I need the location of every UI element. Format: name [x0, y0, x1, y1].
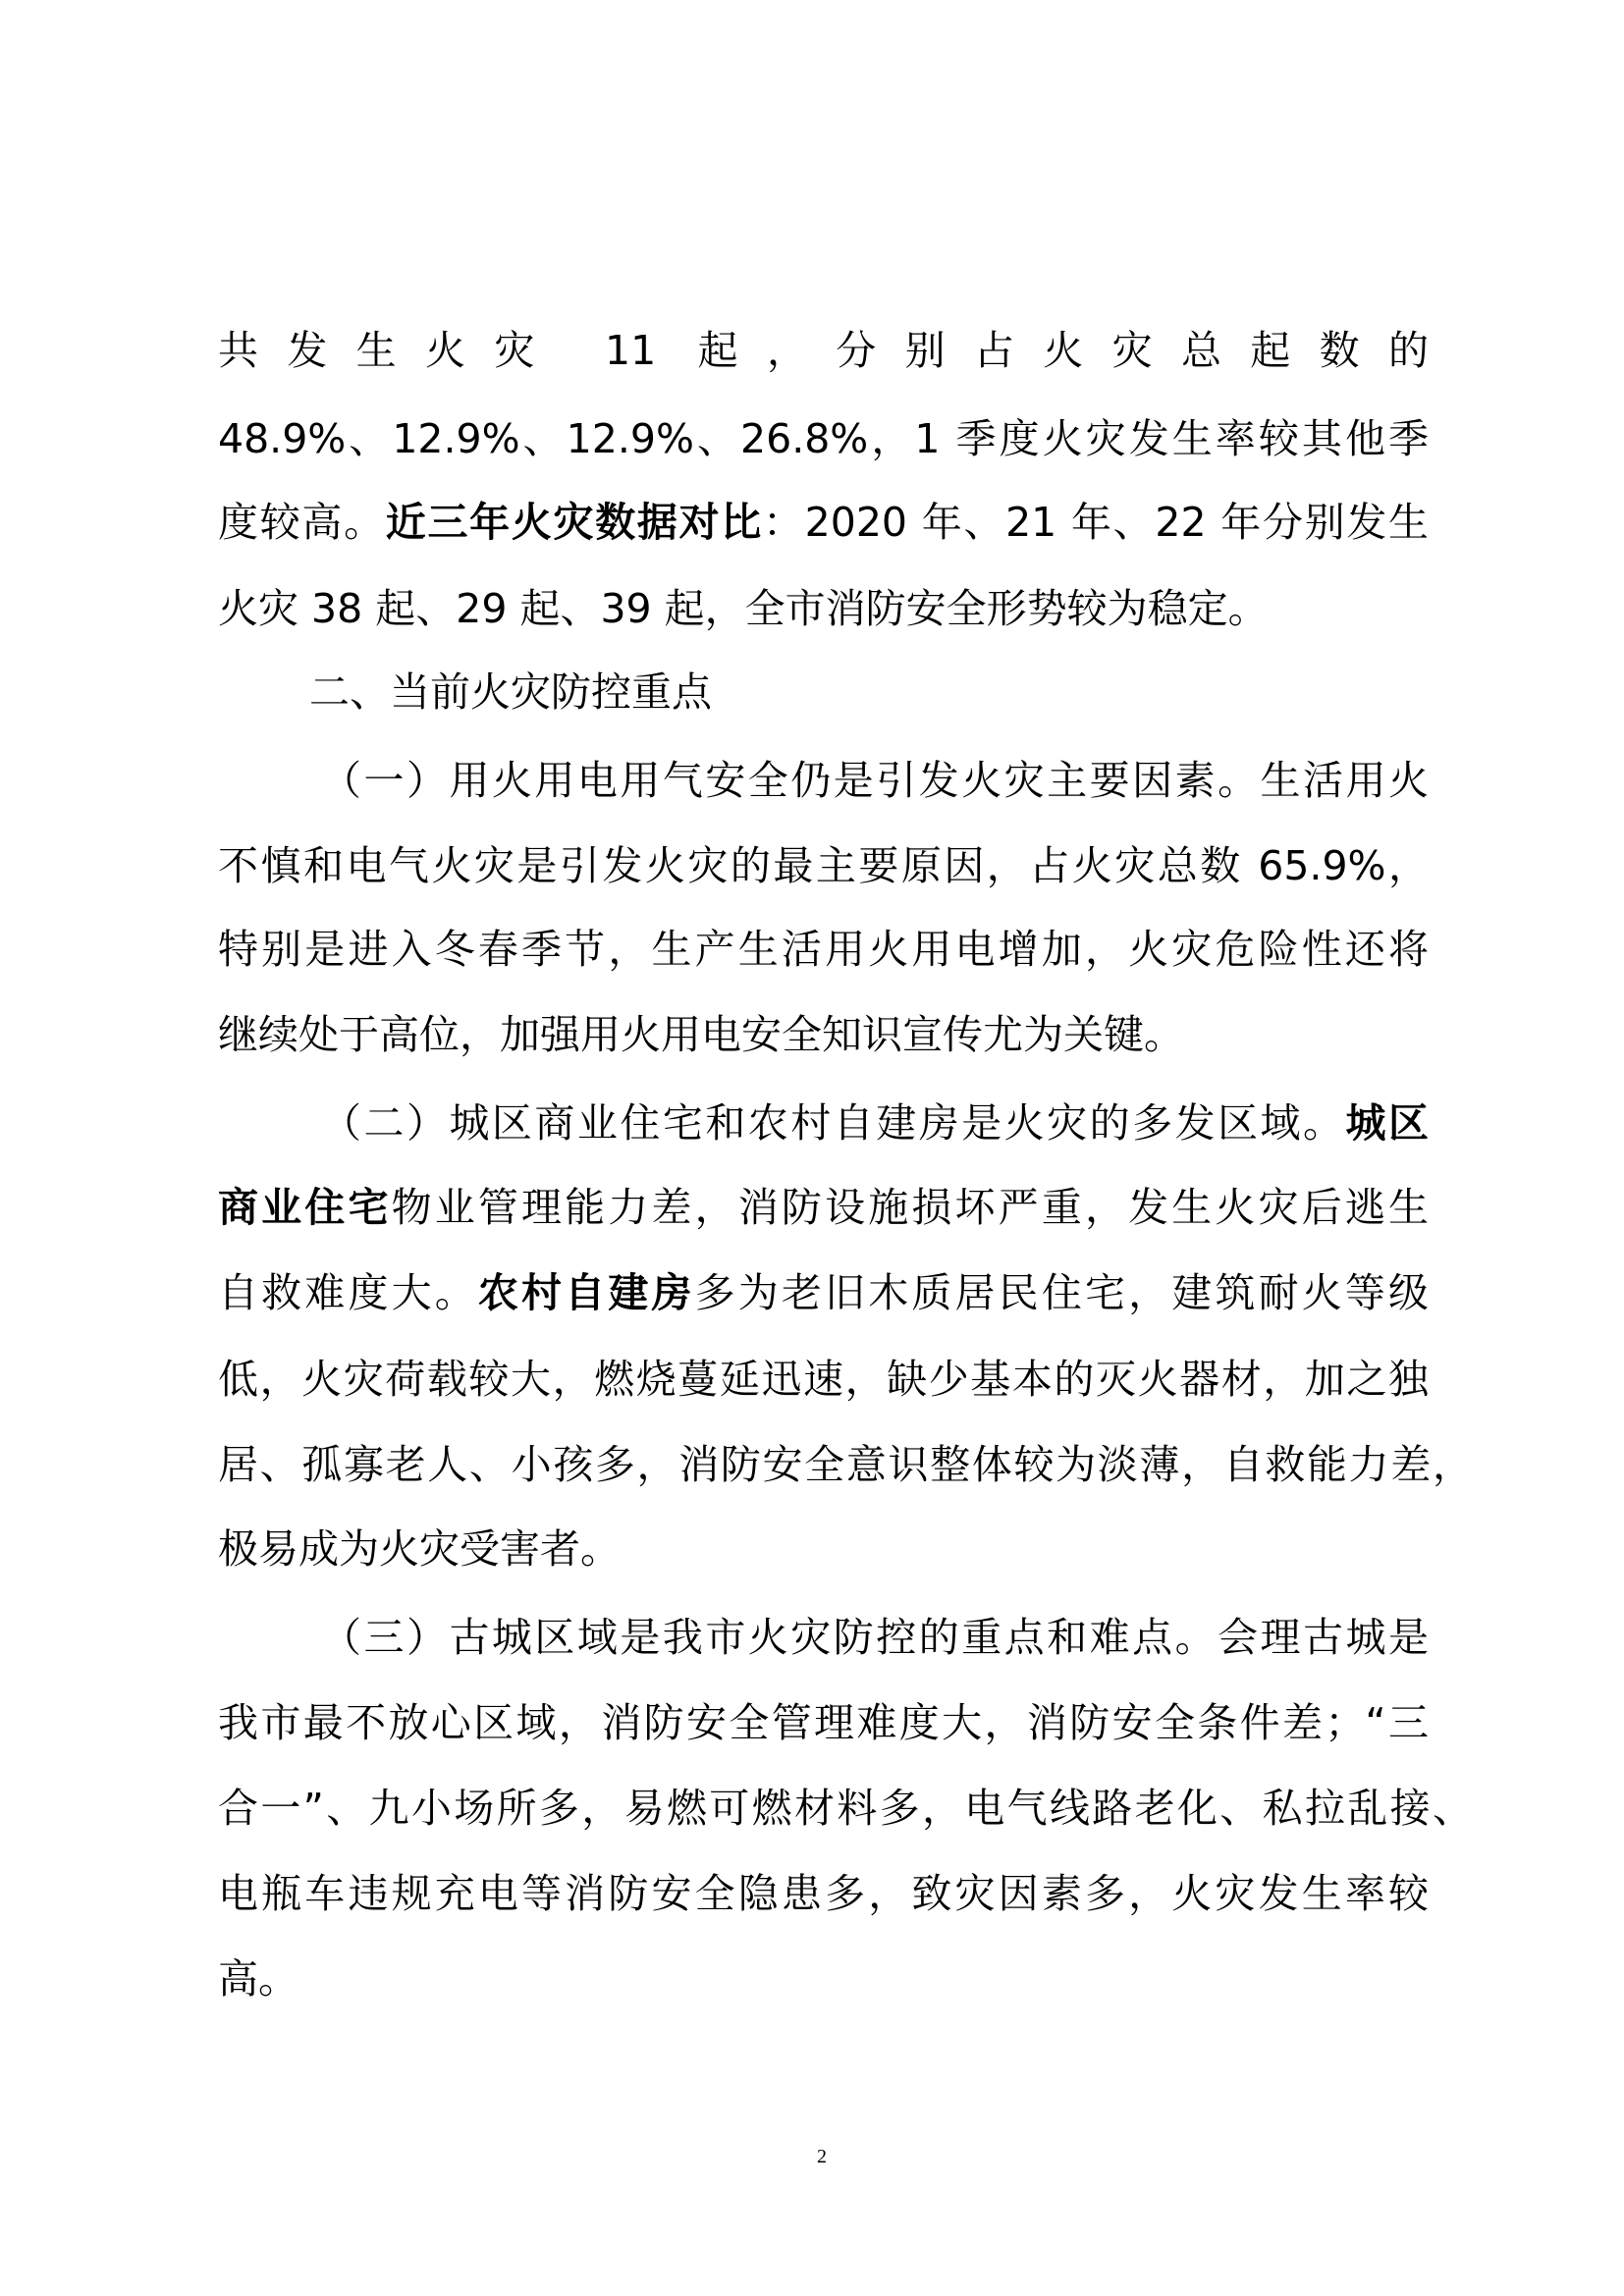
text-segment: 合一”、九小场所多，易燃可燃材料多，电气线路老化、私拉乱接、: [218, 1785, 1473, 1832]
text-segment: ：2020 年、21 年、22 年分别发生: [762, 499, 1430, 546]
text-segment: 特别是进入冬春季节，生产生活用火用电增加，火灾危险性还将: [218, 926, 1429, 973]
text-line: [218, 920, 1429, 979]
text-line: [218, 1263, 1429, 1322]
text-line: [218, 1693, 1429, 1752]
text-segment: 共发生火灾 11 起，分别占火灾总起数的: [218, 327, 1429, 374]
text-segment: 极易成为火灾受害者。: [218, 1525, 621, 1573]
text-segment: 多为老旧木质居民住宅，建筑耐火等级: [694, 1269, 1430, 1316]
text-line: [321, 1094, 1429, 1152]
text-segment: 48.9%、12.9%、12.9%、26.8%，1 季度火灾发生率较其他季: [218, 415, 1429, 462]
text-segment: 火灾 38 起、29 起、39 起，全市消防安全形势较为稳定。: [218, 585, 1269, 632]
text-line: [218, 1779, 1473, 1838]
text-segment: （二）城区商业住宅和农村自建房是火灾的多发区域。: [321, 1099, 1346, 1147]
bold-text-segment: 商业住宅: [218, 1184, 392, 1231]
text-segment: （三）古城区域是我市火灾防控的重点和难点。会理古城是: [321, 1614, 1429, 1661]
bold-text-segment: 农村自建房: [477, 1269, 695, 1316]
text-line: [218, 321, 1429, 380]
text-segment: （一）用火用电用气安全仍是引发火灾主要因素。生活用火: [321, 757, 1429, 804]
text-line: [218, 836, 1429, 895]
text-segment: 高。: [218, 1955, 298, 2002]
text-line: [218, 1178, 1429, 1237]
text-segment: 继续处于高位，加强用火用电安全知识宣传尤为关键。: [218, 1011, 1184, 1058]
text-line: [321, 751, 1429, 810]
text-segment: 电瓶车违规充电等消防安全隐患多，致灾因素多，火灾发生率较: [218, 1870, 1429, 1917]
text-line: [218, 1520, 621, 1578]
bold-text-segment: 近三年火灾数据对比: [385, 499, 763, 546]
page-number: 2: [817, 2146, 827, 2167]
text-segment: 二、当前火灾防控重点: [309, 668, 712, 716]
text-segment: 不慎和电气火灾是引发火灾的最主要原因，占火灾总数 65.9%，: [218, 842, 1429, 889]
text-segment: 度较高。: [218, 499, 386, 546]
bold-text-segment: 城区: [1345, 1099, 1430, 1147]
text-line: [218, 1350, 1429, 1409]
text-segment: 物业管理能力差，消防设施损坏严重，发生火灾后逃生: [391, 1184, 1429, 1231]
text-segment: 自救难度大。: [218, 1269, 478, 1316]
text-line: [309, 663, 712, 721]
text-segment: 居、孤寡老人、小孩多，消防安全意识整体较为淡薄，自救能力差，: [218, 1441, 1473, 1488]
text-segment: 我市最不放心区域，消防安全管理难度大，消防安全条件差；“三: [218, 1699, 1429, 1746]
text-segment: 低，火灾荷载较大，燃烧蔓延迅速，缺少基本的灭火器材，加之独: [218, 1356, 1429, 1403]
text-line: [218, 1435, 1473, 1494]
text-line: [218, 409, 1429, 468]
text-line: [218, 1949, 298, 2008]
text-line: [218, 493, 1429, 552]
text-line: [218, 1005, 1184, 1064]
text-line: [321, 1608, 1429, 1667]
text-line: [218, 579, 1269, 638]
text-line: [218, 1864, 1429, 1923]
